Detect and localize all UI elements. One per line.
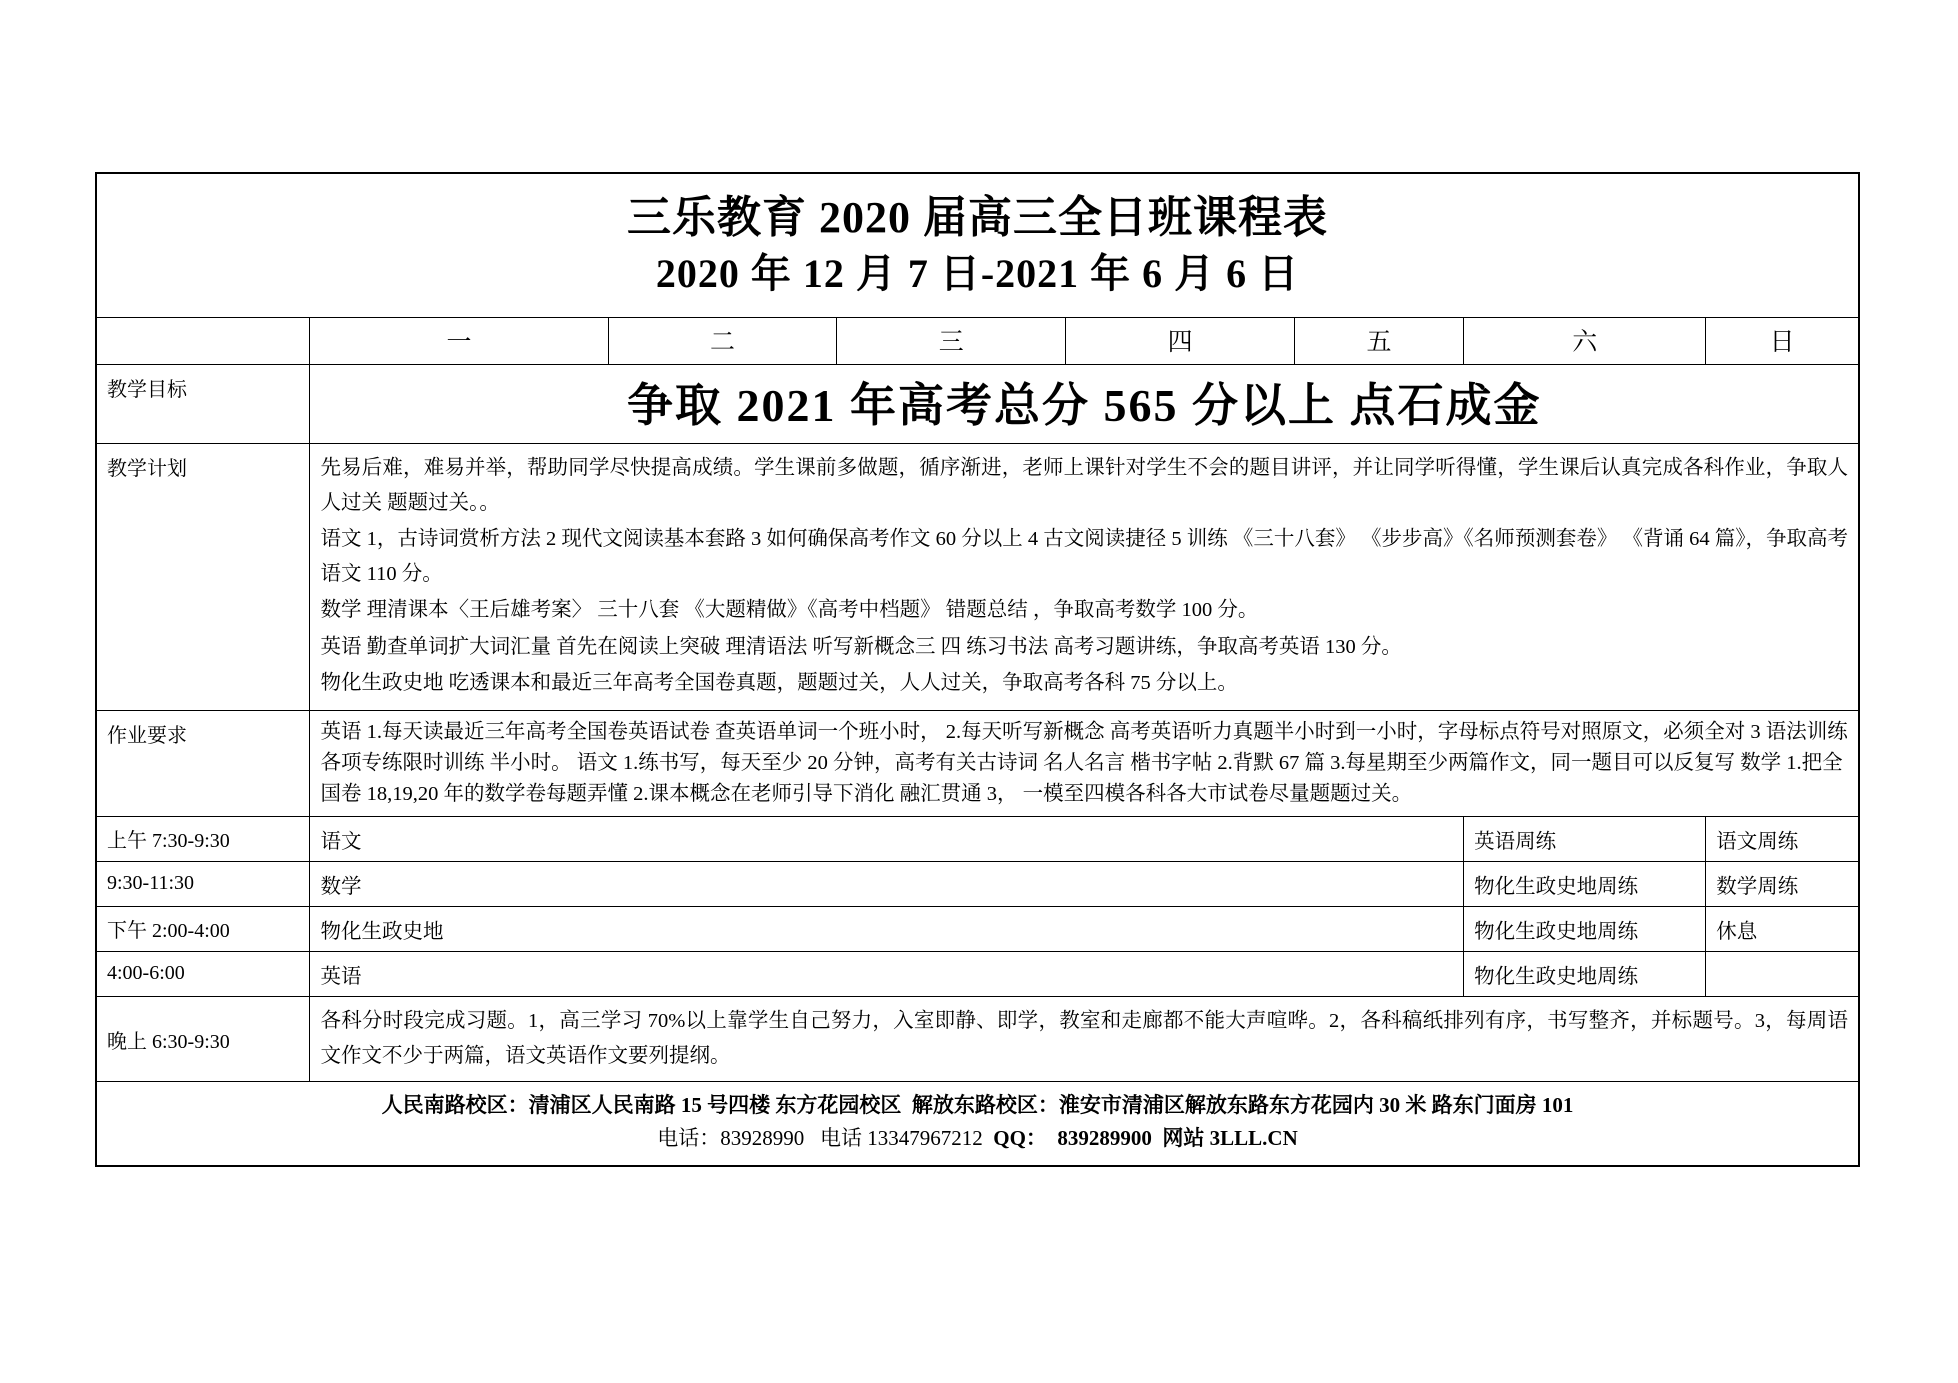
homework-row: [97, 711, 1858, 816]
footer-campus1-label: 人民南路校区：: [381, 1093, 529, 1118]
weekday-header-thu: 四: [1066, 318, 1295, 365]
evening-text: 各科分时段完成习题。1，高三学习 70%以上靠学生自己努力，入室即静、即学，教室和走廊都不能大声喧哗。2，各科稿纸排列有序，书写整齐，并标题号。3，每周语文作文不少于两篇，语文英语作文要列提纲。: [320, 1009, 1848, 1067]
schedule-sunday-2: 数学周练: [1706, 861, 1858, 906]
plan-paragraph-science: 物化生政史地 吃透课本和最近三年高考全国卷真题，题题过关，人人过关，争取高考各科 75 分以上。: [320, 672, 1238, 695]
footer-campus2-label: 解放东路校区：: [911, 1093, 1059, 1118]
teaching-goal-text: 争取 2021 年高考总分 565 分以上 点石成金: [310, 365, 1858, 444]
weekday-header-sun: 日: [1706, 318, 1858, 365]
schedule-weekday-4: 英语: [310, 951, 1464, 996]
homework-text: 英语 1.每天读最近三年高考全国卷英语试卷 查英语单词一个班小时， 2.每天听写新概念 高考英语听力真题半小时到一小时，字母标点符号对照原文，必须全对 3 语法训练 各项专练限时训练 半小时。 语文 1.练书写，每天至少 20 分钟，高考有关古诗词 名人名言 楷书字帖 2.背默 67 篇 3.每星期至少两篇作文，同一题目可以反复写 数学 1.把全国卷 18,19,20 年的数学卷每题弄懂 2.课本概念在老师引导下消化 融汇贯通 3， 一模至四模各科各大市试卷尽量题题过关。: [320, 721, 1848, 805]
schedule-saturday-4: 物化生政史地周练: [1464, 951, 1706, 996]
schedule-row-4: [97, 951, 1858, 996]
footer-qq-label: QQ：: [993, 1125, 1047, 1150]
weekday-header-wed: 三: [837, 318, 1066, 365]
schedule-saturday-1: 英语周练: [1464, 816, 1706, 861]
teaching-plan-label: 教学计划: [97, 444, 310, 711]
teaching-goal-label: 教学目标: [97, 365, 310, 444]
document-title: 三乐教育 2020 届高三全日班课程表: [627, 193, 1328, 242]
header-corner-cell: [97, 318, 310, 365]
footer-phone2-value: 13347967212: [867, 1125, 983, 1150]
schedule-row-1: [97, 816, 1858, 861]
plan-paragraph-english: 英语 勤查单词扩大词汇量 首先在阅读上突破 理清语法 听写新概念三 四 练习书法 高考习题讲练，争取高考英语 130 分。: [320, 635, 1402, 658]
teaching-plan-content: [310, 444, 1858, 711]
course-schedule-table: [95, 172, 1860, 1167]
schedule-time-4: 4:00-6:00: [97, 951, 310, 996]
schedule-weekday-1: 语文: [310, 816, 1464, 861]
schedule-weekday-3: 物化生政史地: [310, 906, 1464, 951]
weekday-header-tue: 二: [608, 318, 837, 365]
plan-paragraph-chinese: 语文 1，古诗词赏析方法 2 现代文阅读基本套路 3 如何确保高考作文 60 分以上 4 古文阅读捷径 5 训练 《三十八套》 《步步高》《名师预测套卷》 《背诵 64 篇》，争取高考语文 110 分。: [320, 528, 1848, 585]
plan-paragraph-math: 数学 理清课本〈王后雄考案〉 三十八套 《大题精做》《高考中档题》 错题总结 ，争取高考数学 100 分。: [320, 599, 1259, 622]
title-row: [97, 174, 1858, 318]
plan-paragraph-overview: 先易后难，难易并举，帮助同学尽快提高成绩。学生课前多做题，循序渐进，老师上课针对学生不会的题目讲评，并让同学听得懂，学生课后认真完成各科作业，争取人人过关 题题过关。。: [320, 457, 1848, 514]
document-date-range: 2020 年 12 月 7 日-2021 年 6 月 6 日: [655, 251, 1300, 297]
weekday-header-fri: 五: [1294, 318, 1463, 365]
homework-content: [310, 711, 1858, 816]
homework-label: 作业要求: [97, 711, 310, 816]
teaching-plan-row: [97, 444, 1858, 711]
footer-row: [97, 1082, 1858, 1166]
schedule-row-2: [97, 861, 1858, 906]
footer-contact-line: [103, 1122, 1852, 1156]
footer-phone1-label: 电话：: [657, 1125, 721, 1150]
schedule-weekday-2: 数学: [310, 861, 1464, 906]
footer-qq-value: 839289900: [1057, 1125, 1152, 1150]
schedule-sunday-3: 休息: [1706, 906, 1858, 951]
schedule-saturday-2: 物化生政史地周练: [1464, 861, 1706, 906]
footer-phone1-value: 83928990: [720, 1125, 805, 1150]
weekday-header-row: [97, 318, 1858, 365]
evening-content: [310, 996, 1858, 1082]
footer-website-value: 3LLL.CN: [1209, 1125, 1298, 1150]
footer-campus1-address: 清浦区人民南路 15 号四楼 东方花园校区: [528, 1093, 902, 1118]
footer-campus2-address: 淮安市清浦区解放东路东方花园内 30 米 路东门面房 101: [1058, 1093, 1574, 1118]
schedule-saturday-3: 物化生政史地周练: [1464, 906, 1706, 951]
schedule-sunday-1: 语文周练: [1706, 816, 1858, 861]
schedule-grid: [97, 174, 1858, 1165]
schedule-row-3: [97, 906, 1858, 951]
title-cell: [97, 174, 1858, 318]
footer-website-label: 网站: [1162, 1125, 1205, 1150]
footer-cell: [97, 1082, 1858, 1166]
schedule-time-1: 上午 7:30-9:30: [97, 816, 310, 861]
schedule-time-3: 下午 2:00-4:00: [97, 906, 310, 951]
schedule-time-2: 9:30-11:30: [97, 861, 310, 906]
teaching-goal-row: [97, 365, 1858, 444]
weekday-header-mon: 一: [310, 318, 608, 365]
footer-phone2-label: 电话: [819, 1125, 862, 1150]
footer-campus-line: [103, 1090, 1852, 1122]
weekday-header-sat: 六: [1464, 318, 1706, 365]
evening-row: [97, 996, 1858, 1082]
schedule-sunday-4: [1706, 951, 1858, 996]
evening-label: 晚上 6:30-9:30: [97, 996, 310, 1082]
